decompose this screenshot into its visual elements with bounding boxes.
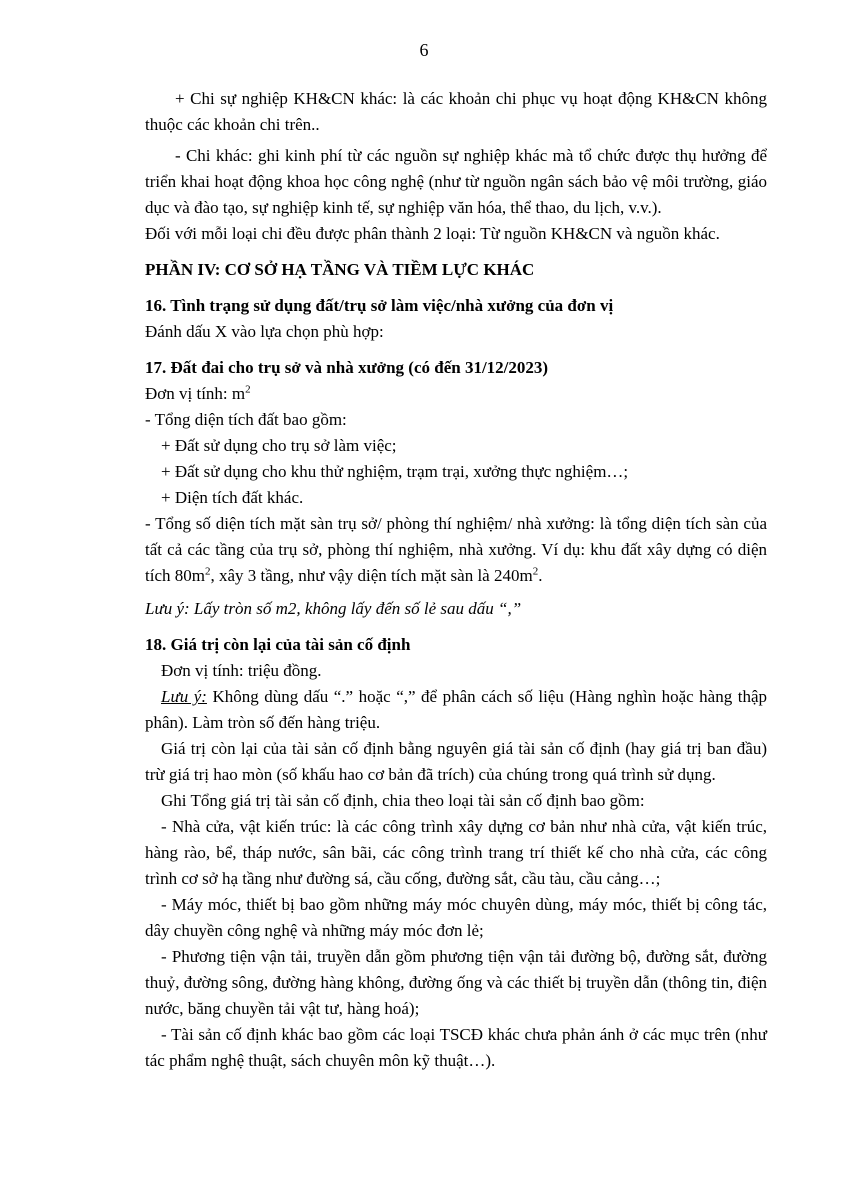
note-18	[145, 684, 767, 736]
paragraph-residual-value: Giá trị còn lại của tài sản cố định bằng nguyên giá tài sản cố định (hay giá trị ban đầu) trừ giá trị hao mòn (số khấu hao cơ bản đã trích) của chúng trong quá trình sử dụng.	[145, 739, 767, 784]
section-heading-18: 18. Giá trị còn lại của tài sản cố định	[145, 635, 411, 654]
paragraph-classification: Đối với mỗi loại chi đều được phân thành 2 loại: Từ nguồn KH&CN và nguồn khác.	[145, 224, 720, 243]
superscript-2: 2	[245, 383, 251, 396]
bullet-machinery: - Máy móc, thiết bị bao gồm những máy móc chuyên dùng, máy móc, thiết bị công tác, dây chuyền công nghệ và những máy móc đơn lẻ;	[145, 895, 767, 940]
floor-text-b: , xây 3 tầng, như vậy diện tích mặt sàn là 240m	[210, 566, 533, 585]
total-land-line: - Tổng diện tích đất bao gồm:	[145, 410, 347, 429]
paragraph-other-kh-cn: + Chi sự nghiệp KH&CN khác: là các khoản chi phục vụ hoạt động KH&CN không thuộc các khoản chi trên..	[145, 89, 767, 134]
bullet-other-assets: - Tài sản cố định khác bao gồm các loại TSCĐ khác chưa phản ánh ở các mục trên (như tác phẩm nghệ thuật, sách chuyên môn kỹ thuật…).	[145, 1025, 767, 1070]
paragraph-other-expenses: - Chi khác: ghi kinh phí từ các nguồn sự nghiệp khác mà tổ chức được thụ hưởng để triển khai hoạt động khoa học công nghệ (như từ nguồn ngân sách bảo vệ môi trường, giáo dục và đào tạo, sự nghiệp kinh tế, sự nghiệp văn hóa, thể thao, du lịch, v.v.).	[145, 146, 767, 217]
bullet-buildings: - Nhà cửa, vật kiến trúc: là các công trình xây dựng cơ bản như nhà cửa, vật kiến trúc, hàng rào, bể, tháp nước, sân bãi, các công trình trang trí thiết kế cho nhà cửa, các công trình cơ sở hạ tầng như đường sá, cầu cống, đường sắt, cầu tàu, cầu cảng…;	[145, 817, 767, 888]
unit-line-18: Đơn vị tính: triệu đồng.	[161, 661, 322, 680]
document-body	[145, 86, 767, 1074]
page-number: 6	[419, 40, 429, 60]
unit-text: Đơn vị tính: m	[145, 384, 246, 403]
land-item-3: + Diện tích đất khác.	[161, 488, 304, 507]
paragraph-total-value: Ghi Tổng giá trị tài sản cố định, chia theo loại tài sản cố định bao gồm:	[161, 791, 645, 810]
floor-text-a: - Tổng số diện tích mặt sàn trụ sở/ phòng thí nghiệm/ nhà xưởng: là tổng diện tích sàn của tất cả các tầng của trụ sở, phòng thí nghiệm, nhà xưởng. Ví dụ: khu đất xây dựng có diện tích 80m	[145, 514, 767, 585]
paragraph-floor-area	[145, 511, 767, 589]
note-text: Không dùng dấu “.” hoặc “,” để phân cách số liệu (Hàng nghìn hoặc hàng thập phân). Làm tròn số đến hàng triệu.	[145, 687, 767, 732]
note-label: Lưu ý:	[161, 687, 207, 706]
land-item-1: + Đất sử dụng cho trụ sở làm việc;	[161, 436, 397, 455]
floor-text-c: .	[538, 566, 543, 585]
superscript-2b: 2	[532, 565, 539, 578]
superscript-2a: 2	[204, 565, 211, 578]
note-17: Lưu ý: Lấy tròn số m2, không lấy đến số lẻ sau dấu “,”	[145, 599, 522, 618]
land-item-2: + Đất sử dụng cho khu thử nghiệm, trạm trại, xưởng thực nghiệm…;	[161, 462, 629, 481]
bullet-transport: - Phương tiện vận tải, truyền dẫn gồm phương tiện vận tải đường bộ, đường sắt, đường thuỷ, đường sông, đường hàng không, đường ống và các thiết bị truyền dẫn (thông tin, điện nước, băng chuyền tải vật tư, hàng hoá);	[145, 947, 767, 1018]
section-heading-16: 16. Tình trạng sử dụng đất/trụ sở làm việc/nhà xưởng của đơn vị	[145, 296, 614, 315]
paragraph-16-instruction: Đánh dấu X vào lựa chọn phù hợp:	[145, 322, 384, 341]
unit-line-17	[145, 381, 767, 407]
section-heading-part4: PHẦN IV: CƠ SỞ HẠ TẦNG VÀ TIỀM LỰC KHÁC	[145, 260, 535, 279]
section-heading-17: 17. Đất đai cho trụ sở và nhà xưởng (có đến 31/12/2023)	[145, 358, 549, 377]
